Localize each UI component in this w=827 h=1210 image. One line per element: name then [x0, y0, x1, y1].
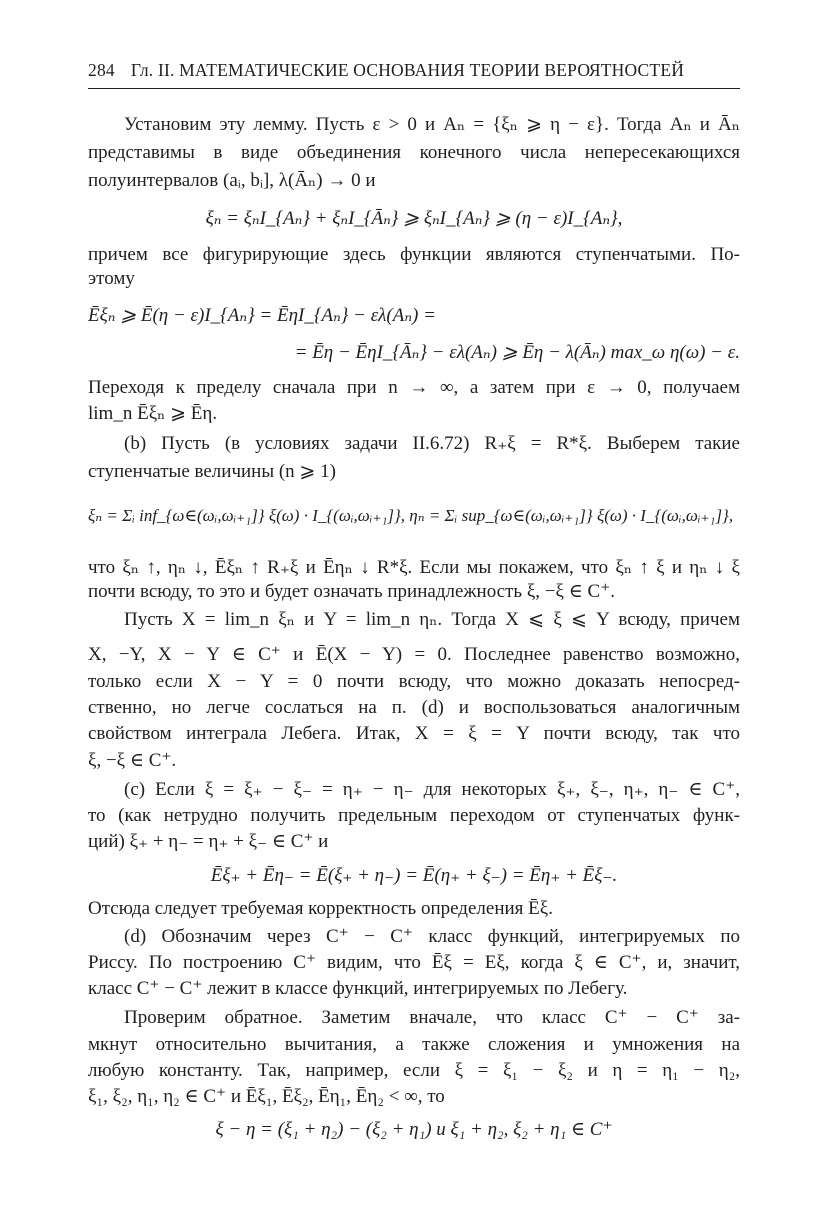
running-header [88, 60, 740, 88]
header-rule [88, 88, 740, 89]
formula-line: Ēξ₊ + Ēη₋ = Ē(ξ₊ + η₋) = Ē(η₊ + ξ₋) = Ēη₊ + Ēξ₋. [210, 865, 618, 886]
text-line: Риссу. По построению C⁺ видим, что Ēξ = Eξ, когда ξ ∈ C⁺, и, значит, [88, 952, 740, 973]
text-line: ξ₁, ξ₂, η₁, η₂ ∈ C⁺ и Ēξ₁, Ēξ₂, Ēη₁, Ēη₂ < ∞, то [88, 1086, 445, 1107]
text-line: почти всюду, то это и будет означать принадлежность ξ, −ξ ∈ C⁺. [88, 581, 615, 602]
formula-line: ξₙ = Σᵢ inf_{ω∈(ωᵢ,ωᵢ₊₁]} ξ(ω) · I_{(ωᵢ,ωᵢ₊₁]}, ηₙ = Σᵢ sup_{ω∈(ωᵢ,ωᵢ₊₁]} ξ(ω) · I_{(ωᵢ,ωᵢ₊₁]}, [88, 506, 734, 525]
text-line: Пусть X = lim_n ξₙ и Y = lim_n ηₙ. Тогда X ⩽ ξ ⩽ Y всюду, причем [124, 609, 740, 630]
text-line: ций) ξ₊ + η₋ = η₊ + ξ₋ ∈ C⁺ и [88, 831, 329, 852]
text-line: класс C⁺ − C⁺ лежит в классе функций, интегрируемых по Лебегу. [88, 978, 628, 999]
text-line: этому [88, 268, 135, 289]
text-line: ξ, −ξ ∈ C⁺. [88, 750, 177, 771]
text-line: любую константу. Так, например, если ξ = ξ₁ − ξ₂ и η = η₁ − η₂, [88, 1060, 740, 1081]
text-line: представимы в виде объединения конечного числа непересекающихся [88, 142, 740, 163]
page-number: 284 [88, 60, 115, 80]
formula-line: ξ − η = (ξ₁ + η₂) − (ξ₂ + η₁) и ξ₁ + η₂, ξ₂ + η₁ ∈ C⁺ [215, 1119, 613, 1140]
text-line: (c) Если ξ = ξ₊ − ξ₋ = η₊ − η₋ для некоторых ξ₊, ξ₋, η₊, η₋ ∈ C⁺, [124, 779, 740, 800]
formula-line: Ēξₙ ⩾ Ē(η − ε)I_{Aₙ} = ĒηI_{Aₙ} − ελ(Aₙ) = [88, 305, 436, 326]
text-line: ственно, но легче сослаться на п. (d) и воспользоваться аналогичным [88, 697, 740, 718]
text-line: X, −Y, X − Y ∈ C⁺ и Ē(X − Y) = 0. Последнее равенство возможно, [88, 644, 740, 665]
text-line: lim_n Ēξₙ ⩾ Ēη. [88, 403, 218, 424]
formula-line: = Ēη − ĒηI_{Āₙ} − ελ(Aₙ) ⩾ Ēη − λ(Āₙ) max_ω η(ω) − ε. [294, 342, 740, 363]
text-line: Переходя к пределу сначала при n → ∞, а затем при ε → 0, получаем [88, 377, 740, 398]
text-line: Установим эту лемму. Пусть ε > 0 и Aₙ = {ξₙ ⩾ η − ε}. Тогда Aₙ и Āₙ [124, 114, 740, 135]
text-line: только если X − Y = 0 почти всюду, что можно доказать непосред- [88, 671, 740, 692]
text-line: ступенчатые величины (n ⩾ 1) [88, 461, 336, 482]
text-line: полуинтервалов (aᵢ, bᵢ], λ(Āₙ) → 0 и [88, 170, 376, 191]
text-line: причем все фигурирующие здесь функции являются ступенчатыми. По- [88, 244, 740, 265]
text-line: (d) Обозначим через C⁺ − C⁺ класс функций, интегрируемых по [124, 926, 740, 947]
text-line: мкнут относительно вычитания, а также сложения и умножения на [88, 1034, 740, 1055]
text-line: Проверим обратное. Заметим вначале, что класс C⁺ − C⁺ за- [124, 1007, 740, 1028]
formula-line: ξₙ = ξₙI_{Aₙ} + ξₙI_{Āₙ} ⩾ ξₙI_{Aₙ} ⩾ (η − ε)I_{Aₙ}, [205, 208, 623, 229]
text-line: свойством интеграла Лебега. Итак, X = ξ = Y почти всюду, так что [88, 723, 740, 744]
text-line: Отсюда следует требуемая корректность определения Ēξ. [88, 898, 553, 919]
text-line: то (как нетрудно получить предельным переходом от ступенчатых функ- [88, 805, 740, 826]
running-title: Гл. II. МАТЕМАТИЧЕСКИЕ ОСНОВАНИЯ ТЕОРИИ ВЕРОЯТНОСТЕЙ [130, 60, 685, 80]
text-line: что ξₙ ↑, ηₙ ↓, Ēξₙ ↑ R₊ξ и Ēηₙ ↓ R*ξ. Если мы покажем, что ξₙ ↑ ξ и ηₙ ↓ ξ [88, 557, 740, 578]
text-line: (b) Пусть (в условиях задачи II.6.72) R₊ξ = R*ξ. Выберем такие [124, 433, 740, 454]
